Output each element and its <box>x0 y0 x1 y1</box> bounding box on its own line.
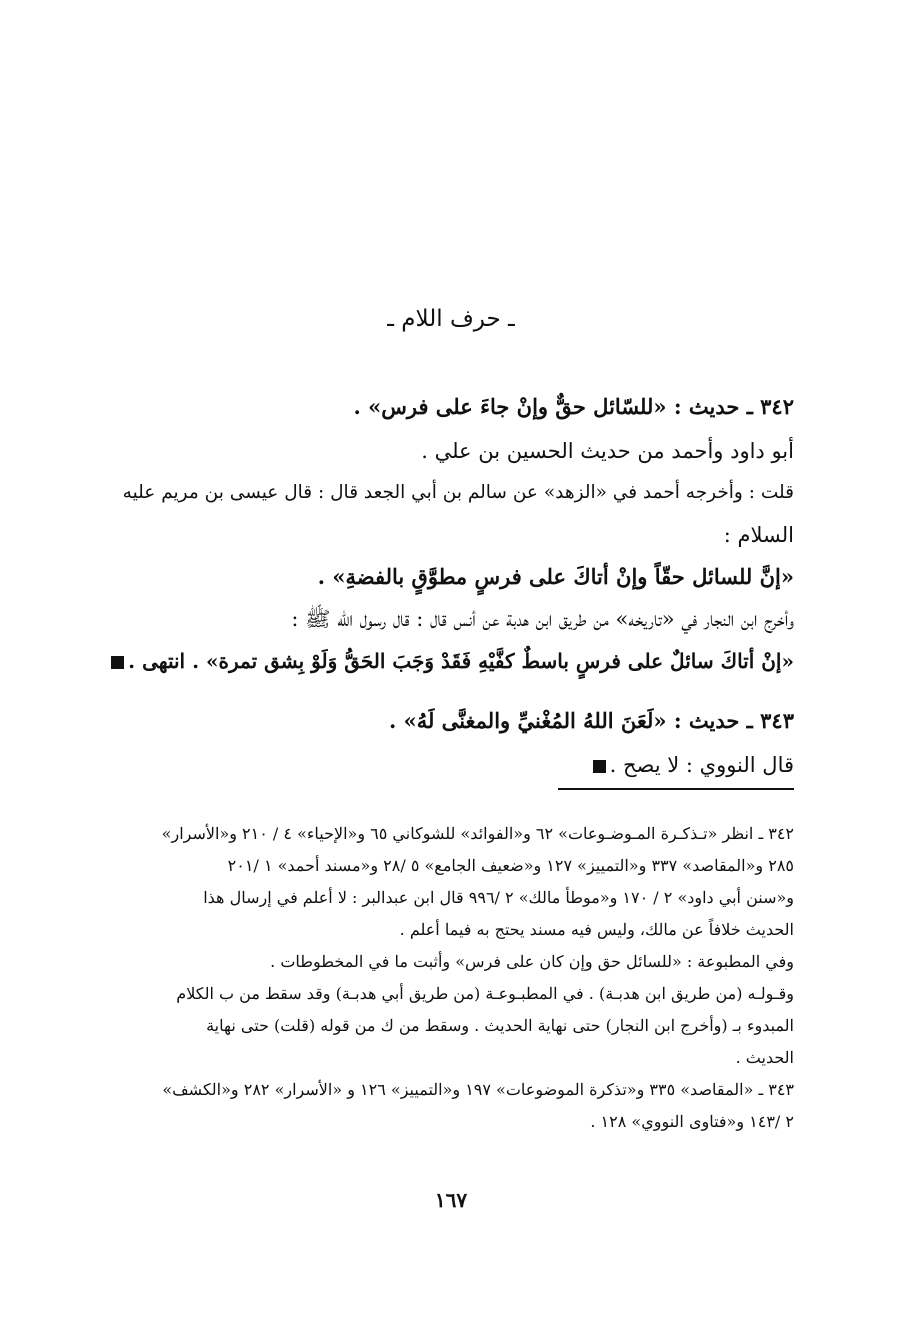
entry-342-quote-1: «إنَّ للسائل حقّاً وإنْ أتاكَ على فرسٍ مطوَّقٍ بالفضةِ» . <box>317 564 794 589</box>
footnote-line: الحديث خلافاً عن مالك، وليس فيه مسند يحتج به فيما أعلم . <box>399 920 794 939</box>
entry-343-line-1 <box>593 750 794 780</box>
chapter-header: ـ حرف اللام ـ <box>387 306 515 332</box>
entry-343-line-1-text: قال النووي : لا يصح . <box>609 753 794 777</box>
entry-342-quote-2 <box>111 646 794 676</box>
entry-342-line-1: أبو داود وأحمد من حديث الحسين بن علي . <box>421 439 794 463</box>
entry-342-title: ٣٤٢ ـ حديث : «للسّائل حقٌّ وإنْ جاءَ على فرس» . <box>353 394 794 419</box>
footnote-line: وقـولـه (من طريق ابن هدبـة) . في المطبـوعـة (من طريق أبي هدبـة) وقد سقط من ب الكلام <box>176 984 794 1003</box>
footnote-line: ٣٤٣ ـ «المقاصد» ٣٣٥ و«تذكرة الموضوعات» ١٩٧ و«التمييز» ١٢٦ و «الأسرار» ٢٨٢ و«الكشف» <box>162 1080 794 1099</box>
end-of-entry-square-icon <box>593 760 606 773</box>
footnote-line: الحديث . <box>735 1048 794 1067</box>
footnote-line: و«سنن أبي داود» ٢ / ١٧٠ و«موطأ مالك» ٢ /٩٩٦ قال ابن عبدالبر : لا أعلم في إرسال هذا <box>203 888 794 907</box>
entry-342-line-2: قلت : وأخرجه أحمد في «الزهد» عن سالم بن أبي الجعد قال : قال عيسى بن مريم عليه <box>122 482 794 503</box>
footnote-line: ٢٨٥ و«المقاصد» ٣٣٧ و«التمييز» ١٢٧ و«ضعيف الجامع» ٥ /٢٨ و«مسند أحمد» ١ /٢٠١ <box>227 856 794 875</box>
page-number: ١٦٧ <box>434 1188 468 1212</box>
entry-342-line-4: وأخرج ابن النجار في «تاريخه» من طريق ابن هدبة عن أنس قال : قال رسول الله ﷺ : <box>291 607 794 631</box>
footnote-line: ٣٤٢ ـ انظر «تـذكـرة المـوضـوعات» ٦٢ و«الفوائد» للشوكاني ٦٥ و«الإحياء» ٤ / ٢١٠ و«الأسرار» <box>161 824 794 843</box>
footnote-divider <box>558 788 794 790</box>
footnote-line: ٢ /١٤٣ و«فتاوى النووي» ١٢٨ . <box>590 1112 794 1131</box>
footnote-line: المبدوء بـ (وأخرج ابن النجار) حتى نهاية الحديث . وسقط من ك من قوله (قلت) حتى نهاية <box>206 1016 794 1035</box>
footnote-line: وفي المطبوعة : «للسائل حق وإن كان على فرس» وأثبت ما في المخطوطات . <box>270 952 794 971</box>
end-of-entry-square-icon <box>111 656 124 669</box>
entry-342-line-3: السلام : <box>723 523 794 547</box>
entry-342-quote-2-text: «إنْ أتاكَ سائلٌ على فرسٍ باسطٌ كفَّيْهِ فَقَدْ وَجَبَ الحَقُّ وَلَوْ بِشق تمرة» . انتهى . <box>128 649 794 673</box>
entry-343-title: ٣٤٣ ـ حديث : «لَعَنَ اللهُ المُغْنيِّ والمغنَّى لَهُ» . <box>388 708 794 733</box>
